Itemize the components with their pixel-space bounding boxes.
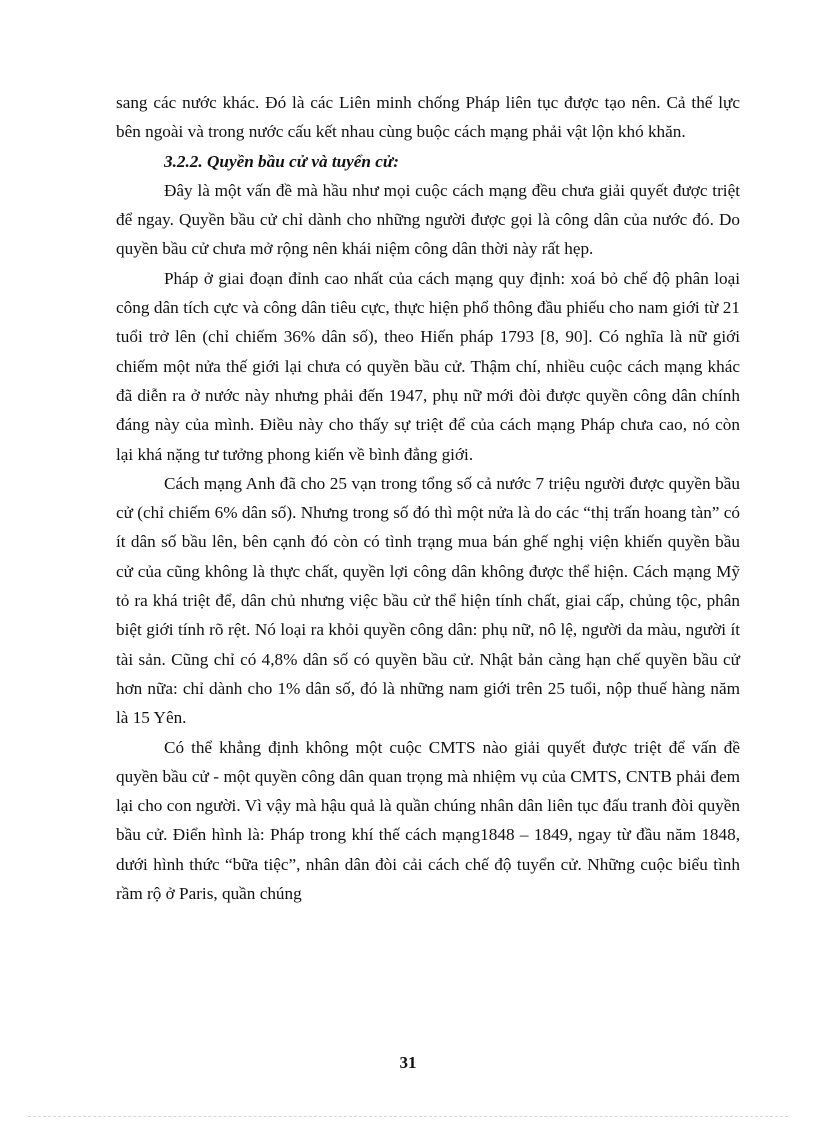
page-number: 31	[399, 1053, 417, 1072]
paragraph: Pháp ở giai đoạn đỉnh cao nhất của cách mạng quy định: xoá bỏ chế độ phân loại công dân tích cực và công dân tiêu cực, thực hiện phổ thông đầu phiếu cho nam giới từ 21 tuổi trở lên (chỉ chiếm 36% dân số), theo Hiến pháp 1793 [8, 90]. Có nghĩa là nữ giới chiếm một nửa thế giới lại chưa có quyền bầu cử. Thậm chí, nhiều cuộc cách mạng khác đã diễn ra ở nước này nhưng phải đến 1947, phụ nữ mới đòi được quyền công dân chính đáng này của mình. Điều này cho thấy sự triệt để của cách mạng Pháp chưa cao, nó còn lại khá nặng tư tưởng phong kiến về bình đẳng giới.	[116, 268, 740, 464]
paragraph: Có thể khẳng định không một cuộc CMTS nào giải quyết được triệt để vấn đề quyền bầu cử - một quyền công dân quan trọng mà nhiệm vụ của CMTS, CNTB phải đem lại cho con người. Vì vậy mà hậu quả là quần chúng nhân dân liên tục đấu tranh đòi quyền bầu cử. Điển hình là: Pháp trong khí thế cách mạng1848 – 1849, ngay từ đầu năm 1848, dưới hình thức “bữa tiệc”, nhân dân đòi cải cách chế độ tuyển cử. Những cuộc biểu tình rầm rộ ở Paris, quần chúng	[116, 737, 740, 904]
paragraph-continuation: sang các nước khác. Đó là các Liên minh chống Pháp liên tục được tạo nên. Cả thế lực bên ngoài và trong nước cấu kết nhau cùng buộc cách mạng phải vật lộn khó khăn.	[116, 93, 740, 142]
body-text	[116, 88, 740, 908]
paragraph: Cách mạng Anh đã cho 25 vạn trong tổng số cả nước 7 triệu người được quyền bầu cử (chỉ chiếm 6% dân số). Nhưng trong số đó thì một nửa là do các “thị trấn hoang tàn” có ít dân số bầu lên, bên cạnh đó còn có tình trạng mua bán ghế nghị viện khiến quyền bầu cử của cũng không là thực chất, quyền lợi công dân không được thể hiện. Cách mạng Mỹ tỏ ra khá triệt để, dân chủ nhưng việc bầu cử thể hiện tính chất, giai cấp, chủng tộc, phân biệt giới tính rõ rệt. Nó loại ra khỏi quyền công dân: phụ nữ, nô lệ, người da màu, người ít tài sản. Cũng chỉ có 4,8% dân số có quyền bầu cử. Nhật bản càng hạn chế quyền bầu cử hơn nữa: chỉ dành cho 1% dân số, đó là những nam giới trên 25 tuổi, nộp thuế hàng năm là 15 Yên.	[116, 473, 740, 728]
section-heading: 3.2.2. Quyền bầu cử và tuyển cử:	[164, 151, 399, 171]
page-bottom-divider	[28, 1116, 788, 1117]
paragraph: Đây là một vấn đề mà hầu như mọi cuộc cách mạng đều chưa giải quyết được triệt để ngay. Quyền bầu cử chỉ dành cho những người được gọi là công dân của nước đó. Do quyền bầu cử chưa mở rộng nên khái niệm công dân thời này rất hẹp.	[116, 180, 740, 259]
